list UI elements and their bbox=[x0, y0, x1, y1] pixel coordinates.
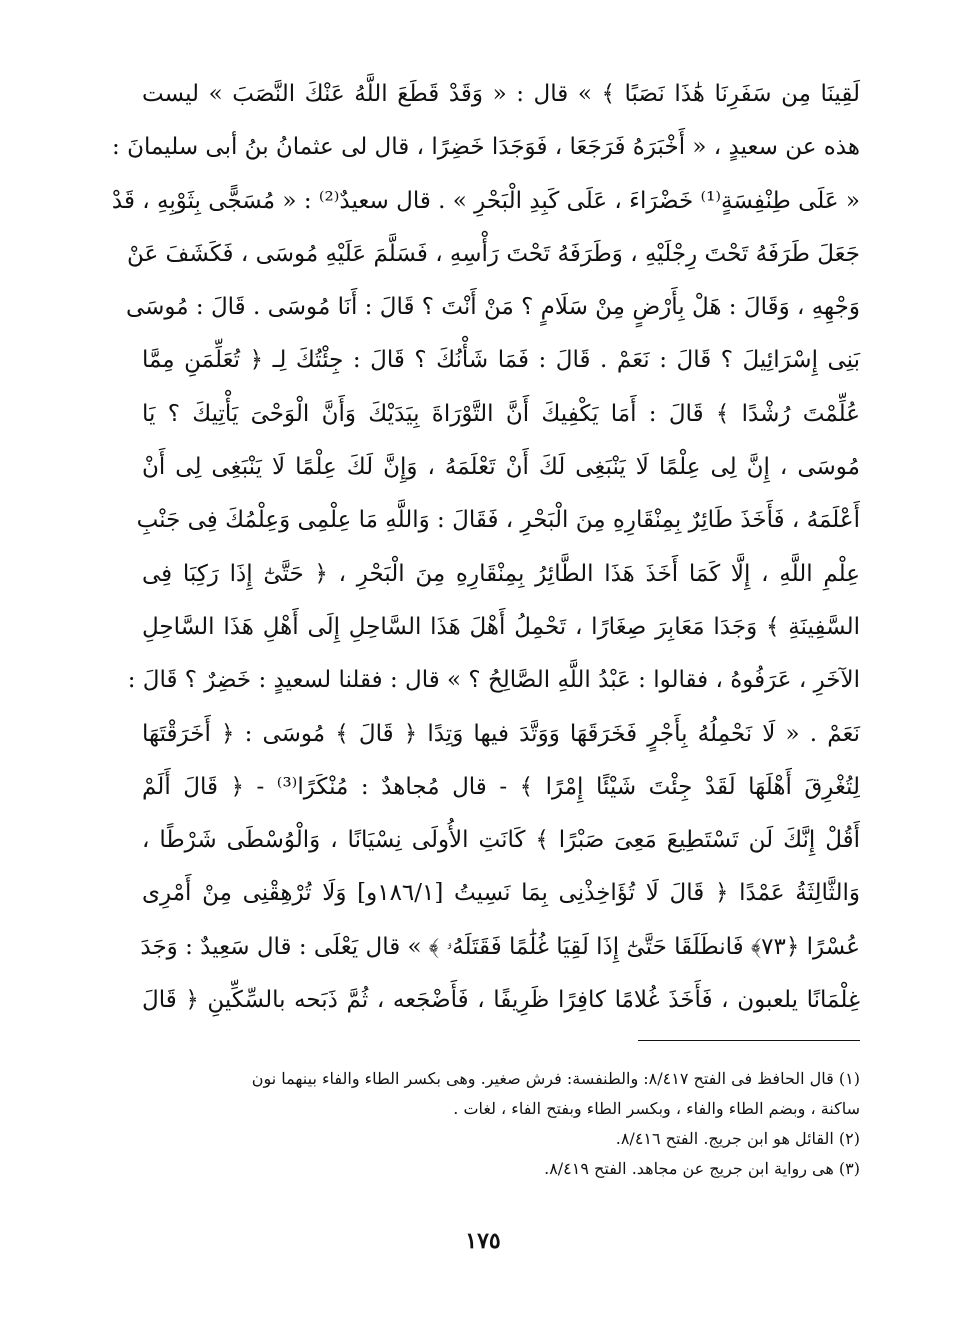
text-line: الآخَرِ ، عَرَفُوهُ ، فقالوا : عَبْدُ اللَّهِ الصَّالِحُ ؟ » قال : فقلنا لسعيدٍ : خَضِرٌ ؟ قَالَ : bbox=[127, 667, 860, 694]
text-line: السَّفِينَةِ ﴾ وَجَدَا مَعَابِرَ صِغَارًا ، تَحْمِلُ أَهْلَ هَذَا السَّاحِلِ إِلَى أَهْلِ هَذَا السَّاحِلِ bbox=[142, 613, 860, 640]
text-line: أَعْلَمَهُ ، فَأَخَذَ طَائِرٌ بِمِنْقَارِهِ مِنَ الْبَحْرِ ، فَقَالَ : وَاللَّهِ مَا عِلْمِى وَعِلْمُكَ فِى جَنْبِ bbox=[136, 507, 860, 534]
footnote-separator bbox=[638, 1040, 860, 1041]
text-line: لِتُغْرِقَ أَهْلَهَا لَقَدْ جِئْتَ شَيْئًا إِمْرًا ﴾ - قال مُجاهدٌ : مُنْكَرًا⁽³⁾ - ﴿ قَالَ أَلَمْ bbox=[142, 773, 860, 800]
footnote-line: ساكنة ، وبضم الطاء والفاء ، وبكسر الطاء وبفتح الفاء ، لغات . bbox=[453, 1099, 860, 1118]
text-line: أَقُلْ إِنَّكَ لَن تَسْتَطِيعَ مَعِىَ صَبْرًا ﴾ كَانَتِ الأُولَى نِسْيَانًا ، وَالْوُسْطَى شَرْطًا ، bbox=[142, 827, 860, 854]
text-line: نَعَمْ . « لَا نَحْمِلُهُ بِأَجْرٍ فَخَرَقَهَا وَوَتَّدَ فيها وَتِدًا ﴿ قَالَ ﴾ مُوسَى : ﴿ أَخَرَقْتَهَا bbox=[142, 720, 860, 747]
footnote-line: (٢) القائل هو ابن جريج. الفتح ٨/٤١٦. bbox=[615, 1129, 860, 1148]
text-line: بَنِى إِسْرَائِيلَ ؟ قَالَ : نَعَمْ . قَالَ : فَمَا شَأْنُكَ ؟ قَالَ : جِئْتُكَ لِـ ﴿ تُعَلِّمَنِ مِمَّا bbox=[142, 347, 861, 374]
text-line: جَعَلَ طَرَفَهُ تَحْتَ رِجْلَيْهِ ، وَطَرَفَهُ تَحْتَ رَأْسِهِ ، فَسَلَّمَ عَلَيْهِ مُوسَى ، فَكَشَفَ عَنْ bbox=[126, 240, 860, 267]
text-line: هذه عن سعيدٍ ، « أَخْبَرَهُ فَرَجَعَا ، فَوَجَدَا خَضِرًا ، قال لى عثمانُ بنُ أبى سليمانَ : bbox=[112, 134, 860, 161]
text-line: عِلْمِ اللَّهِ ، إِلَّا كَمَا أَخَذَ هَذَا الطَّائِرُ بِمِنْقَارِهِ مِنَ الْبَحْرِ ، ﴿ حَتَّىٰٓ إِذَا رَكِبَا فِى bbox=[142, 560, 860, 587]
text-line: غِلْمَانًا يلعبون ، فَأَخَذَ غُلامًا كافِرًا ظَرِيفًا ، فَأَضْجَعه ، ثُمَّ ذَبَحه بالسِّكِّينِ ﴿ قَالَ bbox=[142, 987, 860, 1014]
text-line: مُوسَى ، إِنَّ لِى عِلْمًا لَا يَنْبَغِى لَكَ أَنْ تَعْلَمَهُ ، وَإِنَّ لَكَ عِلْمًا لَا يَنْبَغِى لِى أَنْ bbox=[142, 454, 860, 481]
text-line: « عَلَى طِنْفِسَةٍ⁽¹⁾ خَضْرَاءَ ، عَلَى كَبِدِ الْبَحْرِ » . قال سعيدٌ⁽²⁾ : « مُسَجًّى بِثَوْبِهِ ، قَدْ bbox=[111, 187, 860, 214]
footnotes bbox=[142, 1064, 860, 1184]
text-line: عُسْرًا ﴿٧٣﴾ فَانطَلَقَا حَتَّىٰٓ إِذَا لَقِيَا غُلَٰمًا فَقَتَلَهُۥ ﴾ » قال يَعْلَى : قال سَعِيدٌ : وَجَدَ bbox=[140, 933, 860, 960]
main-text bbox=[111, 68, 861, 1027]
page-number: ١٧٥ bbox=[465, 1228, 501, 1254]
text-line: وَجْهِهِ ، وَقَالَ : هَلْ بِأَرْضٍ مِنْ سَلَامٍ ؟ مَنْ أَنْتَ ؟ قَالَ : أَنَا مُوسَى . قَالَ : مُوسَى bbox=[125, 294, 860, 321]
text-line: عُلِّمْتَ رُشْدًا ﴾ قَالَ : أَمَا يَكْفِيكَ أَنَّ التَّوْرَاةَ بِيَدَيْكَ وَأَنَّ الْوَحْىَ يَأْتِيكَ ؟ يَا bbox=[142, 400, 860, 427]
text-line: لَقِينَا مِن سَفَرِنَا هَٰذَا نَصَبًا ﴾ » قال : « وَقَدْ قَطَعَ اللَّهُ عَنْكَ النَّصَبَ » ليست bbox=[142, 81, 860, 107]
footnote-line: (١) قال الحافظ فى الفتح ٨/٤١٧: والطنفسة: فرش صغير. وهى بكسر الطاء والفاء بينهما نون bbox=[251, 1069, 860, 1088]
text-line: وَالثَّالِثَةُ عَمْدًا ﴿ قَالَ لَا تُؤَاخِذْنِى بِمَا نَسِيتُ [١٨٦/١و] وَلَا تُرْهِقْنِى مِنْ أَمْرِى bbox=[142, 880, 860, 907]
footnote-line: (٣) هى رواية ابن جريج عن مجاهد. الفتح ٨/٤١٩. bbox=[544, 1159, 860, 1178]
